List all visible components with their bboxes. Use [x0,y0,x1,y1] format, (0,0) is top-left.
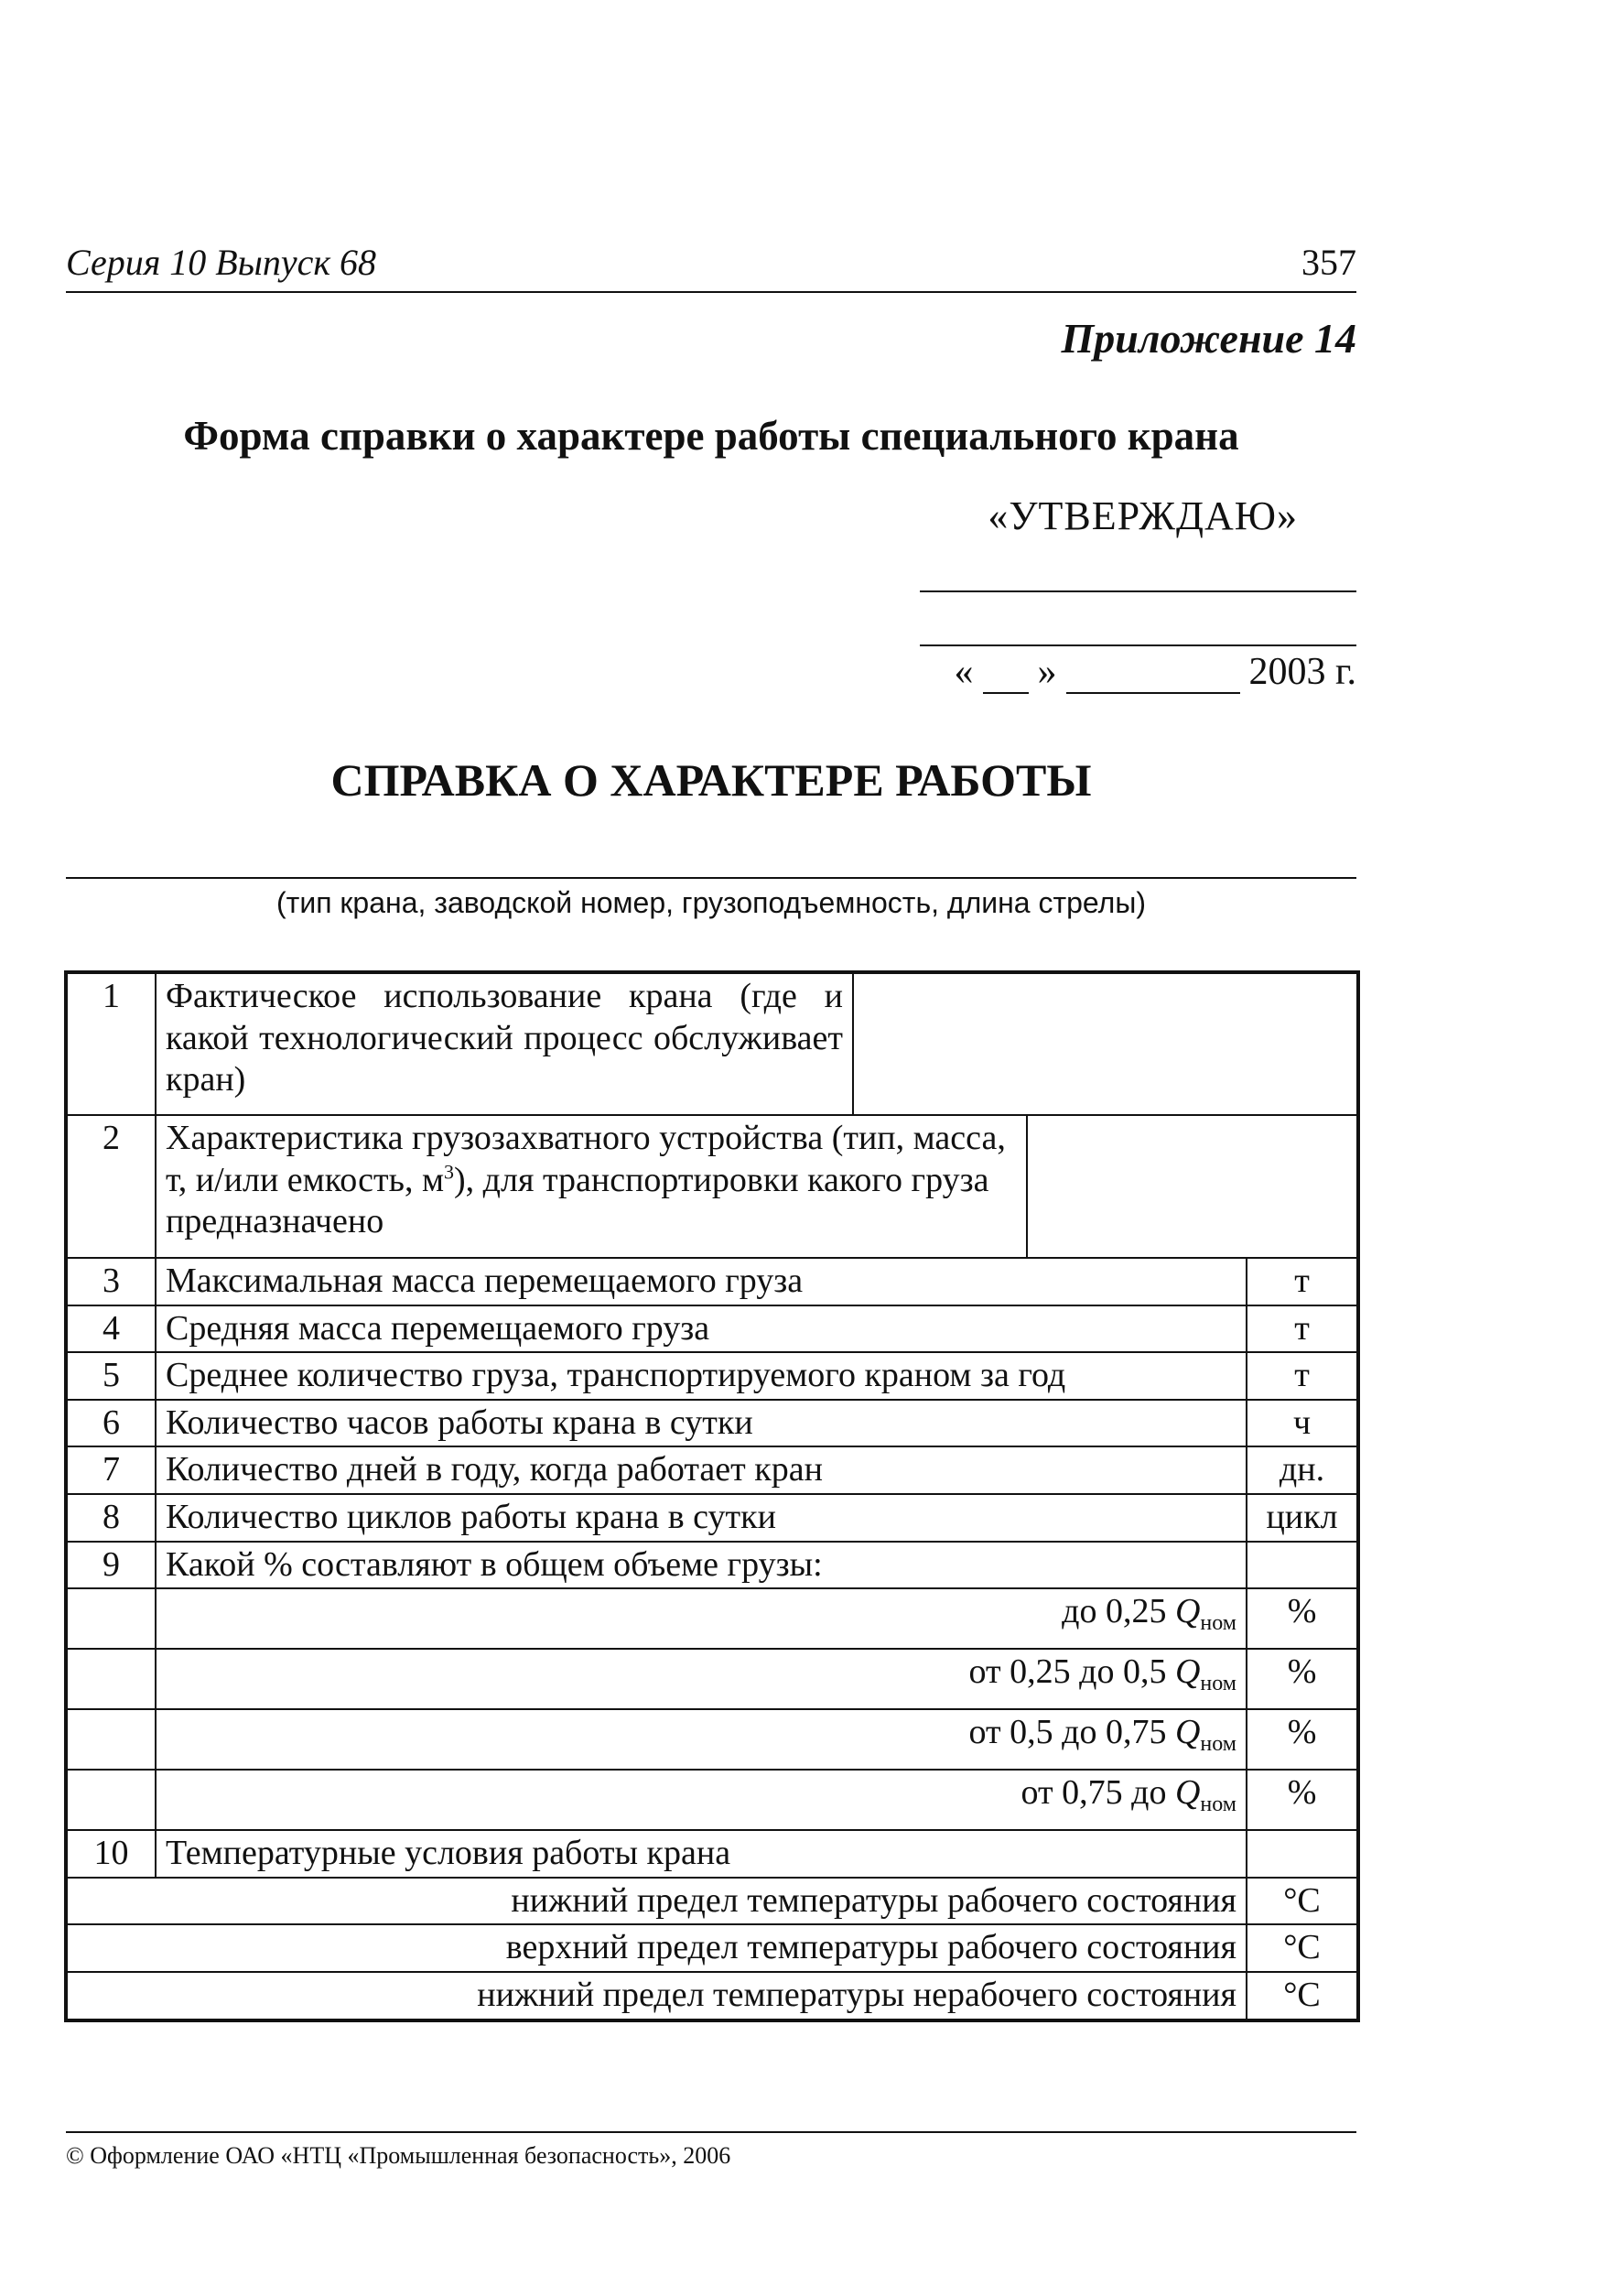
date-open-quote: « [954,651,974,693]
date-close-quote: » [1037,651,1057,693]
date-month-blank [1066,692,1240,694]
row-unit [1247,1542,1358,1589]
row-number: 8 [66,1494,156,1542]
crane-subject-line [66,877,1356,879]
superscript: 3 [444,1159,455,1183]
table-row [66,1830,1358,1878]
table-row [66,1305,1358,1353]
row-label [156,1115,1027,1258]
row-number: 5 [66,1352,156,1400]
row-label: Количество дней в году, когда работает кран [156,1446,1247,1494]
table-row [66,1446,1358,1494]
header-rule [66,291,1356,293]
footer-copyright: © Оформление ОАО «НТЦ «Промышленная безопасность», 2006 [66,2142,731,2169]
row-unit: % [1247,1709,1358,1770]
q-symbol: Q [1174,1713,1201,1752]
table-row [66,1258,1358,1305]
approval-date [955,650,1357,694]
table-row [66,1542,1358,1589]
series-header: Серия 10 Выпуск 68 [66,242,377,283]
share-text: от 0,25 до 0,5 [968,1652,1167,1692]
table-row [66,1972,1358,2020]
footer-rule [66,2131,1356,2133]
table-row [66,1115,1358,1258]
row-unit: % [1247,1588,1358,1649]
approval-signature-line [920,590,1356,592]
row-label: Количество циклов работы крана в сутки [156,1494,1247,1542]
row-number: 6 [66,1400,156,1447]
q-subscript: ном [1200,1792,1236,1817]
work-character-table [64,970,1360,2022]
row-label: Средняя масса перемещаемого груза [156,1305,1247,1353]
row-number: 9 [66,1542,156,1589]
table-row [66,1924,1358,1972]
q-symbol: Q [1174,1592,1201,1631]
row-value-cell [1027,1115,1358,1258]
row-unit: т [1247,1258,1358,1305]
row-value-cell [853,972,1358,1115]
row-label: Температурные условия работы крана [156,1830,1247,1878]
table-row [66,1352,1358,1400]
temperature-label: нижний предел температуры нерабочего состояния [66,1972,1247,2020]
share-label [156,1770,1247,1830]
table-row [66,1770,1358,1830]
row-number: 2 [66,1115,156,1258]
row-number [66,1588,156,1649]
table-row [66,1709,1358,1770]
row-label-part: ), для транспортировки какого груза предназначено [166,1160,989,1241]
share-label [156,1649,1247,1709]
document-title: СПРАВКА О ХАРАКТЕРЕ РАБОТЫ [330,754,1092,806]
share-text: до 0,25 [1062,1592,1167,1631]
approval-name-line [920,644,1356,646]
date-year: 2003 г. [1248,651,1356,693]
table-row [66,1878,1358,1925]
row-label: Максимальная масса перемещаемого груза [156,1258,1247,1305]
share-text: от 0,5 до 0,75 [968,1713,1167,1752]
row-label: Какой % составляют в общем объеме грузы: [156,1542,1247,1589]
row-number: 4 [66,1305,156,1353]
row-label: Среднее количество груза, транспортируемого краном за год [156,1352,1247,1400]
row-label: Количество часов работы крана в сутки [156,1400,1247,1447]
row-unit [1247,1830,1358,1878]
row-unit: т [1247,1305,1358,1353]
appendix-label: Приложение 14 [1061,315,1356,362]
row-unit: °C [1247,1972,1358,2020]
share-label [156,1709,1247,1770]
row-number: 3 [66,1258,156,1305]
row-number [66,1709,156,1770]
date-day-blank [983,692,1029,694]
row-number: 10 [66,1830,156,1878]
form-title: Форма справки о характере работы специального крана [183,413,1239,459]
row-unit: цикл [1247,1494,1358,1542]
q-subscript: ном [1200,1672,1236,1696]
share-text: от 0,75 до [1020,1773,1167,1813]
q-symbol: Q [1174,1773,1201,1813]
table-row [66,972,1358,1115]
row-label-part: Характеристика грузозахватного устройства (тип, масса, т, и/или емкость, м [166,1119,1006,1199]
row-number: 7 [66,1446,156,1494]
row-unit: % [1247,1770,1358,1830]
page-number: 357 [1301,242,1356,283]
q-symbol: Q [1174,1652,1201,1692]
table-row [66,1400,1358,1447]
table-row [66,1588,1358,1649]
row-unit: % [1247,1649,1358,1709]
table-row [66,1649,1358,1709]
q-subscript: ном [1200,1732,1236,1757]
temperature-label: нижний предел температуры рабочего состояния [66,1878,1247,1925]
row-unit: т [1247,1352,1358,1400]
row-number [66,1649,156,1709]
row-unit: дн. [1247,1446,1358,1494]
crane-subject-caption: (тип крана, заводской номер, грузоподъемность, длина стрелы) [276,886,1146,919]
q-subscript: ном [1200,1611,1236,1636]
row-number: 1 [66,972,156,1115]
row-number [66,1770,156,1830]
approval-label: «УТВЕРЖДАЮ» [988,493,1298,538]
row-label: Фактическое использование крана (где и какой технологический процесс обслуживает кран) [156,972,853,1115]
row-unit: °C [1247,1878,1358,1925]
row-unit: °C [1247,1924,1358,1972]
row-unit: ч [1247,1400,1358,1447]
table-row [66,1494,1358,1542]
share-label [156,1588,1247,1649]
temperature-label: верхний предел температуры рабочего состояния [66,1924,1247,1972]
